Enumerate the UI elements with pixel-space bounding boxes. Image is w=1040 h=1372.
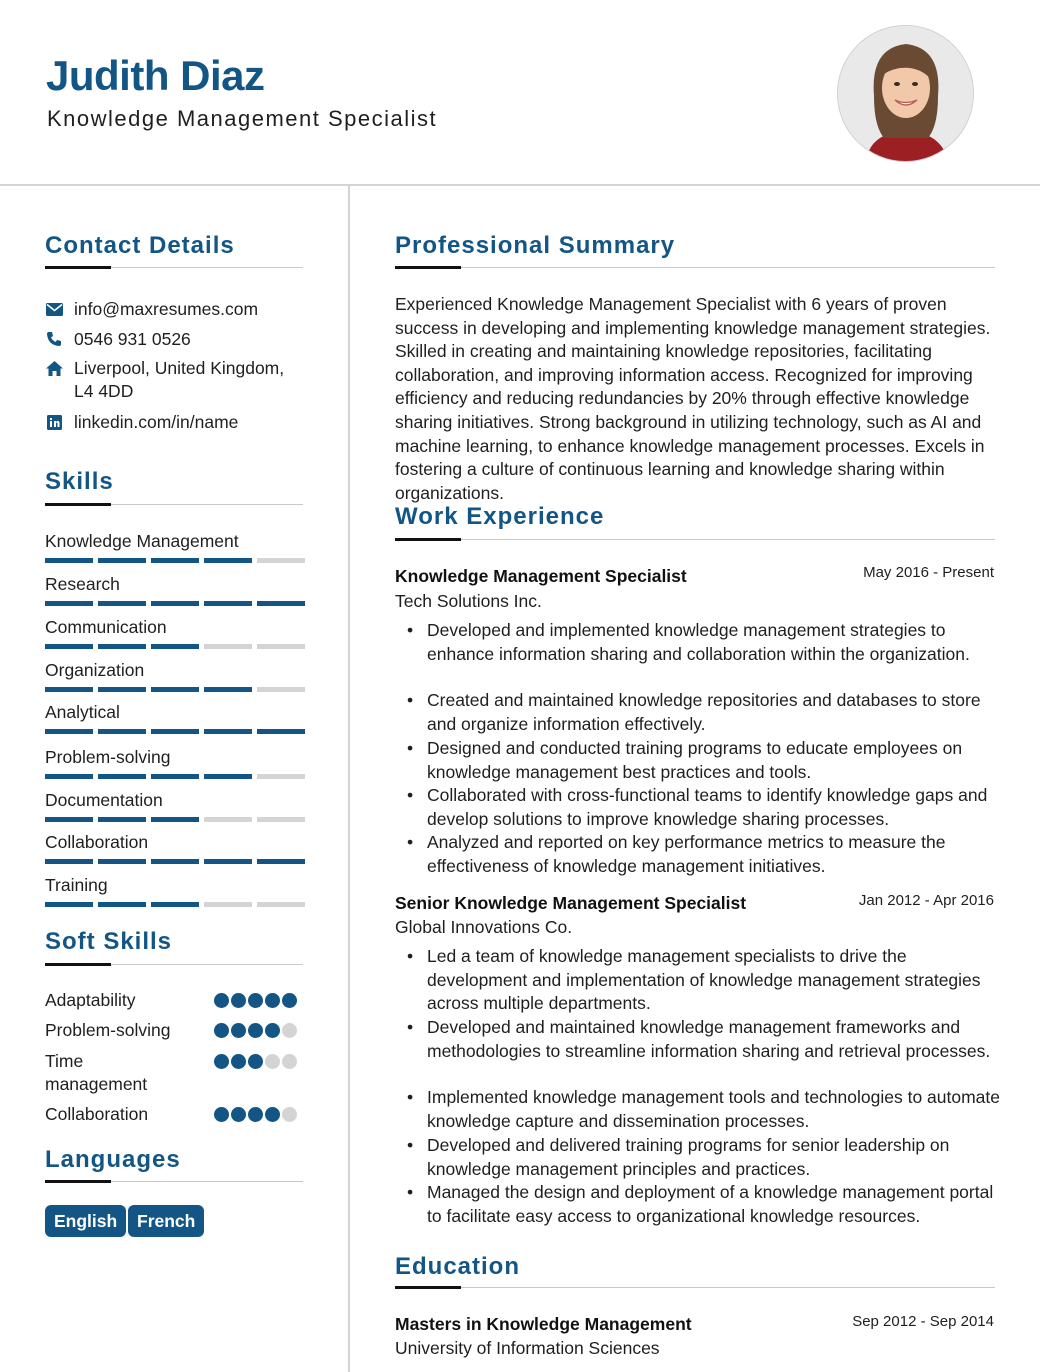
job-bullet: • Developed and implemented knowledge management strategies to enhance information sharing and collaboration within the organization. [427,619,1002,666]
skill-level-segment [257,817,305,822]
skill-level-segment [204,817,252,822]
soft-skill-row [45,989,303,1012]
job-dates: Jan 2012 - Apr 2016 [858,892,994,909]
soft-skill-rating [214,1023,297,1038]
summary-accent [395,266,461,269]
soft-skill-label: Time management [45,1051,148,1094]
soft-skill-label: Collaboration [45,1104,149,1124]
column-divider [348,186,350,1372]
rating-dot [248,1023,263,1038]
portrait-image [838,26,974,162]
skill-level-segment [151,729,199,734]
skill-level-bar [45,817,305,822]
skill-level-segment [98,558,146,563]
skill-level-bar [45,601,305,606]
skill-level-segment [45,601,93,606]
skill-level-segment [45,687,93,692]
envelope-icon [45,300,63,318]
job-title: Senior Knowledge Management Specialist [395,893,747,913]
degree-dates: Sep 2012 - Sep 2014 [852,1313,994,1330]
skill-label: Knowledge Management [45,531,239,551]
skill-level-segment [98,729,146,734]
skill-level-segment [45,644,93,649]
rating-dot [231,1107,246,1122]
education-rule [395,1287,995,1288]
job-bullet: • Created and maintained knowledge repositories and databases to store and organize information effectively. [427,689,1002,736]
phone-icon [45,330,63,348]
skill-level-segment [45,774,93,779]
contact-phone[interactable] [45,328,191,351]
home-icon [45,359,63,377]
skill-level-bar [45,687,305,692]
skill-level-segment [204,644,252,649]
skill-level-segment [98,644,146,649]
phone-text: 0546 931 0526 [74,329,191,349]
skill-level-segment [45,859,93,864]
education-accent [395,1286,461,1289]
rating-dot [282,1054,297,1069]
skill-label: Collaboration [45,832,149,852]
skill-level-bar [45,902,305,907]
job-bullet: • Analyzed and reported on key performance metrics to measure the effectiveness of knowledge management initiatives. [427,831,1002,878]
soft-skills-accent [45,963,111,966]
skill-level-segment [257,558,305,563]
contact-accent [45,266,111,269]
skill-level-segment [204,774,252,779]
skill-level-segment [98,774,146,779]
rating-dot [265,1023,280,1038]
rating-dot [231,1054,246,1069]
skill-level-segment [204,859,252,864]
contact-address [45,357,303,403]
skill-label: Analytical [45,702,120,722]
resume-header [0,0,1040,186]
summary-heading: Professional Summary [395,232,676,259]
job-bullet: • Led a team of knowledge management specialists to drive the development and implementation of knowledge management strategies across multiple departments. [427,945,1002,1016]
skill-level-segment [204,729,252,734]
job-bullet: • Managed the design and deployment of a knowledge management portal to facilitate easy access to organizational knowledge resources. [427,1181,1002,1228]
job-bullet: • Designed and conducted training programs to educate employees on knowledge management best practices and tools. [427,737,1002,784]
skill-level-segment [45,817,93,822]
skill-row [45,616,303,638]
candidate-name: Judith Diaz [46,52,265,99]
rating-dot [248,1107,263,1122]
job-company: Tech Solutions Inc. [395,591,542,611]
skill-level-segment [257,687,305,692]
languages-heading: Languages [45,1146,181,1173]
profile-photo [837,25,974,162]
skill-level-segment [151,774,199,779]
skill-level-segment [204,558,252,563]
skill-level-segment [257,902,305,907]
skill-level-segment [204,902,252,907]
rating-dot [248,993,263,1008]
soft-skill-rating [214,1107,297,1122]
job-bullet: • Implemented knowledge management tools and technologies to automate knowledge capture and dissemination processes. [427,1086,1002,1133]
job-bullet: • Developed and delivered training programs for senior leadership on knowledge management principles and practices. [427,1134,1002,1181]
skill-row [45,831,303,853]
job-dates: May 2016 - Present [863,564,994,581]
rating-dot [282,1107,297,1122]
rating-dot [265,1054,280,1069]
skill-level-bar [45,774,305,779]
skill-level-segment [151,859,199,864]
soft-skill-row [45,1019,303,1042]
skill-label: Problem-solving [45,747,171,767]
skill-level-segment [204,687,252,692]
linkedin-icon [45,413,63,431]
school-name: University of Information Sciences [395,1338,660,1358]
rating-dot [265,1107,280,1122]
skill-level-bar [45,729,305,734]
skill-level-segment [257,601,305,606]
skill-level-segment [257,644,305,649]
skill-level-segment [257,859,305,864]
linkedin-text: linkedin.com/in/name [74,412,239,432]
email-text: info@maxresumes.com [74,299,259,319]
rating-dot [214,1023,229,1038]
skill-level-segment [151,817,199,822]
rating-dot [214,993,229,1008]
experience-heading: Work Experience [395,503,605,530]
soft-skill-label: Problem-solving [45,1020,171,1040]
skill-row [45,659,303,681]
soft-skill-rating [214,993,297,1008]
skill-level-segment [151,902,199,907]
languages-accent [45,1180,111,1183]
experience-accent [395,538,461,541]
soft-skill-row [45,1103,303,1126]
education-heading: Education [395,1253,521,1280]
candidate-title: Knowledge Management Specialist [47,106,438,131]
skill-level-segment [45,902,93,907]
skill-level-segment [257,774,305,779]
skill-row [45,874,303,896]
job-bullet: • Collaborated with cross-functional teams to identify knowledge gaps and develop solutions to improve knowledge sharing processes. [427,784,1002,831]
skill-level-segment [98,817,146,822]
skill-level-segment [45,558,93,563]
skill-level-segment [98,687,146,692]
rating-dot [248,1054,263,1069]
skill-level-bar [45,859,305,864]
skill-label: Communication [45,617,167,637]
soft-skill-rating [214,1054,297,1069]
job-company: Global Innovations Co. [395,917,573,937]
skill-row [45,701,303,723]
rating-dot [282,1023,297,1038]
job-title: Knowledge Management Specialist [395,566,687,586]
skill-level-segment [151,601,199,606]
skill-level-segment [257,729,305,734]
rating-dot [214,1107,229,1122]
skill-label: Training [45,875,108,895]
summary-rule [395,267,995,268]
address-text: Liverpool, United Kingdom, L4 4DD [74,358,285,401]
rating-dot [282,993,297,1008]
skill-level-segment [98,902,146,907]
rating-dot [265,993,280,1008]
skill-row [45,530,303,552]
skill-row [45,746,303,768]
skill-level-segment [98,859,146,864]
language-badge: English [45,1205,126,1237]
summary-text: Experienced Knowledge Management Specialist with 6 years of proven success in developing and implementing knowledge management strategies. Skilled in creating and maintaining knowledge repositories, facilitating collaboration, and improving information access. Recognized for improving efficiency and reducing redundancies by 20% through effective knowledge sharing initiatives. Strong background in utilizing technology, such as AI and machine learning, to enhance knowledge management processes. Excels in fostering a culture of continuous learning and knowledge sharing within organizations. [395,294,991,503]
rating-dot [214,1054,229,1069]
skill-row [45,573,303,595]
contact-email[interactable] [45,298,258,321]
soft-skills-heading: Soft Skills [45,928,173,955]
skill-level-segment [204,601,252,606]
experience-rule [395,539,995,540]
degree-title: Masters in Knowledge Management [395,1314,692,1334]
rating-dot [231,1023,246,1038]
skills-accent [45,503,111,506]
rating-dot [231,993,246,1008]
skill-level-segment [151,687,199,692]
skill-label: Research [45,574,120,594]
soft-skill-row [45,1050,303,1096]
contact-linkedin[interactable] [45,411,238,434]
skill-label: Documentation [45,790,163,810]
skill-level-bar [45,644,305,649]
skill-level-segment [45,729,93,734]
skill-level-segment [98,601,146,606]
contact-heading: Contact Details [45,232,235,259]
job-bullet: • Developed and maintained knowledge management frameworks and methodologies to streamline information sharing and retrieval processes. [427,1016,1002,1063]
soft-skill-label: Adaptability [45,990,136,1010]
skill-level-segment [151,558,199,563]
skill-label: Organization [45,660,145,680]
skill-level-segment [151,644,199,649]
skills-heading: Skills [45,468,114,495]
language-badge: French [128,1205,204,1237]
skill-level-bar [45,558,305,563]
skill-row [45,789,303,811]
